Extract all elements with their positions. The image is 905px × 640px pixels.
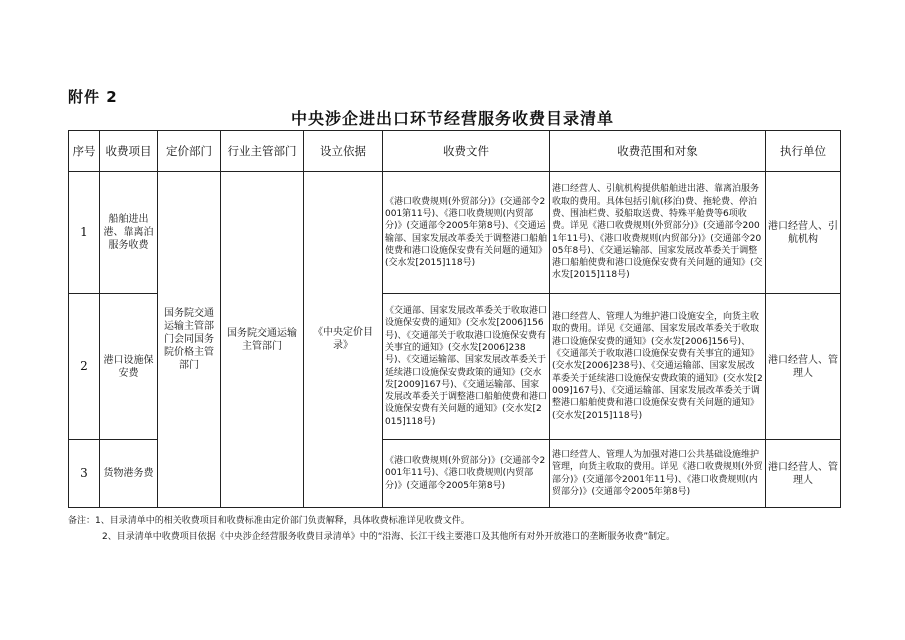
executing-unit: 港口经营人、管理人: [766, 440, 841, 508]
fee-docs: 《交通部、国家发展改革委关于收取港口设施保安费的通知》(交水发[2006]156号)、《交通部关于收取港口设施保安费有关事宜的通知》(交水发[2006]238号)、《交通运输部、国家发展改革委关于延续港口设施保安费政策的通知》(交水发[2009]167号)、《交通运输部、国家发展改革委关于调整港口船舶使费和港口设施保安费有关问题的通知》(交水发[2015]118号): [383, 294, 550, 440]
header-row: [69, 131, 841, 172]
executing-unit: 港口经营人、管理人: [766, 294, 841, 440]
basis: 《中央定价目录》: [304, 172, 383, 508]
attachment-label: 附件 2: [68, 88, 118, 106]
header-exec: 执行单位: [766, 131, 841, 172]
fee-docs: 《港口收费规则(外贸部分)》(交通部令2001第11号)、《港口收费规则(内贸部分)》(交通部令2005年第8号)、《交通运输部、国家发展改革委关于调整港口船舶使费和港口设施保安费有关问题的通知》(交水发[2015]118号): [383, 172, 550, 294]
header-no: 序号: [69, 131, 100, 172]
header-item: 收费项目: [100, 131, 158, 172]
fee-docs: 《港口收费规则(外贸部分)》(交通部令2001年11号)、《港口收费规则(内贸部分)》(交通部令2005年第8号): [383, 440, 550, 508]
header-docs: 收费文件: [383, 131, 550, 172]
fee-scope: 港口经营人、管理人为维护港口设施安全，向货主收取的费用。详见《交通部、国家发展改革委关于收取港口设施保安费的通知》(交水发[2006]156号)、《交通部关于收取港口设施保安费有关事宜的通知》(交水发[2006]238号)、《交通运输部、国家发展改革委关于延续港口设施保安费政策的通知》(交水发[2009]167号)、《交通运输部、国家发展改革委关于调整港口船舶使费和港口设施保安费有关问题的通知》(交水发[2015]118号): [550, 294, 766, 440]
header-industry-dept: 行业主管部门: [221, 131, 304, 172]
executing-unit: 港口经营人、引航机构: [766, 172, 841, 294]
fee-item: 港口设施保安费: [100, 294, 158, 440]
fee-item: 货物港务费: [100, 440, 158, 508]
fee-scope: 港口经营人、引航机构提供船舶进出港、靠离泊服务收取的费用。具体包括引航(移泊)费、拖轮费、停泊费、围油栏费、驳船取送费、特殊平舱费等6项收费。详见《港口收费规则(外贸部分)》(交通部令2001年11号)、《港口收费规则(内贸部分)》(交通部令2005年8号)、《交通运输部、国家发展改革委关于调整港口船舶使费和港口设施保安费有关问题的通知》(交水发[2015]118号): [550, 172, 766, 294]
document-title: 中央涉企进出口环节经营服务收费目录清单: [290, 109, 614, 128]
header-scope: 收费范围和对象: [550, 131, 766, 172]
row-number: 2: [69, 294, 100, 440]
fee-item: 船舶进出港、靠离泊服务收费: [100, 172, 158, 294]
header-pricing-dept: 定价部门: [158, 131, 221, 172]
header-basis: 设立依据: [304, 131, 383, 172]
notes: [68, 513, 858, 545]
fee-catalog-table: [68, 130, 841, 508]
pricing-dept: 国务院交通运输主管部门会同国务院价格主管部门: [158, 172, 221, 508]
industry-dept: 国务院交通运输主管部门: [221, 172, 304, 508]
row-number: 1: [69, 172, 100, 294]
table-row: [69, 172, 841, 294]
note-1: 备注：1、目录清单中的相关收费项目和收费标准由定价部门负责解释，具体收费标准详见收费文件。: [68, 516, 470, 526]
fee-scope: 港口经营人、管理人为加强对港口公共基础设施维护管理，向货主收取的费用。详见《港口收费规则(外贸部分)》(交通部令2001年11号)、《港口收费规则(内贸部分)》(交通部令2005年第8号): [550, 440, 766, 508]
note-2: 2、目录清单中收费项目依据《中央涉企经营服务收费目录清单》中的“沿海、长江干线主要港口及其他所有对外开放港口的垄断服务收费”制定。: [102, 532, 676, 542]
row-number: 3: [69, 440, 100, 508]
